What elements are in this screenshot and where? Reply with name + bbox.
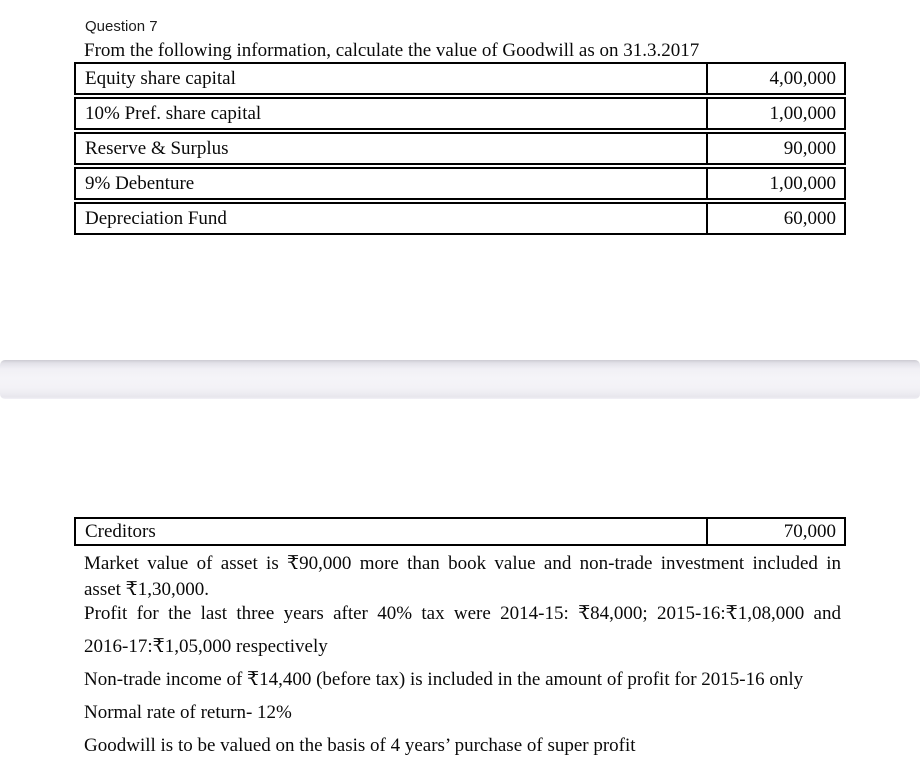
- row-label-cell: 9% Debenture: [85, 172, 195, 194]
- note-profits: [84, 597, 841, 663]
- row-value-cell: 1,00,000: [706, 169, 844, 198]
- note-line: Non-trade income of ₹14,400 (before tax) is included in the amount of profit for 2015-16 only: [84, 669, 804, 690]
- row-value-cell: 70,000: [706, 519, 844, 544]
- row-label-cell: Reserve & Surplus: [85, 137, 229, 159]
- row-label-cell: 10% Pref. share capital: [85, 102, 262, 124]
- row-value-cell: 4,00,000: [706, 64, 844, 93]
- note-line: Profit for the last three years after 40% tax were 2014-15: ₹84,000; 2015-16:₹1,08,000 and: [84, 603, 841, 624]
- row-value-cell: 1,00,000: [706, 99, 844, 128]
- note-goodwill-basis: [84, 729, 841, 762]
- row-label-cell: Equity share capital: [85, 67, 236, 89]
- table-row: [74, 517, 846, 546]
- note-line: asset ₹1,30,000.: [84, 579, 210, 600]
- table-row: [74, 97, 846, 130]
- table-row: [74, 202, 846, 235]
- note-normal-rate: [84, 696, 841, 729]
- question-intro-text: From the following information, calculate the value of Goodwill as on 31.3.2017: [84, 40, 700, 61]
- table-row: [74, 167, 846, 200]
- row-value-cell: 60,000: [706, 204, 844, 233]
- row-value-cell: 90,000: [706, 134, 844, 163]
- row-label-cell: Creditors: [85, 520, 156, 542]
- creditors-table: [74, 517, 846, 546]
- note-line: Market value of asset is ₹90,000 more than book value and non-trade investment included in: [84, 553, 841, 574]
- question-label: Question 7: [85, 18, 158, 35]
- note-line: Normal rate of return- 12%: [84, 702, 292, 723]
- table-row: [74, 132, 846, 165]
- page-break-separator: [0, 360, 920, 399]
- balance-items-table: [74, 62, 846, 237]
- note-non-trade-income: [84, 663, 841, 696]
- note-market-value: [84, 551, 841, 603]
- row-label-cell: Depreciation Fund: [85, 207, 227, 229]
- notes-block: [84, 551, 841, 762]
- note-line: 2016-17:₹1,05,000 respectively: [84, 636, 328, 657]
- note-line: Goodwill is to be valued on the basis of 4 years’ purchase of super profit: [84, 735, 636, 756]
- table-row: [74, 62, 846, 95]
